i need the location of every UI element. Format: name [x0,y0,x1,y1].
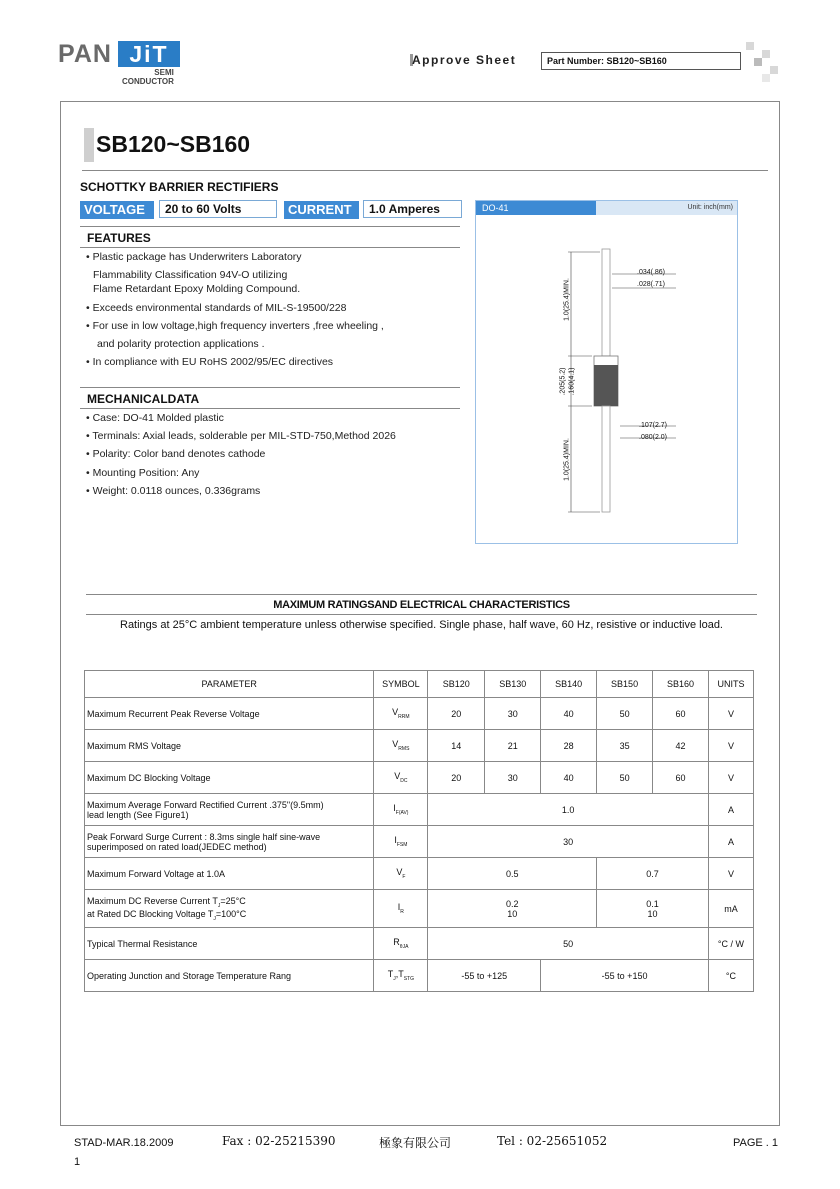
decor-square [770,66,778,74]
param-text: =100°C [215,908,247,919]
value-cell: 21 [485,730,541,762]
footer-company: 極象有限公司 [379,1136,452,1150]
table-row [85,890,754,928]
unit-cell: V [708,762,753,794]
decor-square [746,42,754,50]
value-cell: 50 [428,928,709,960]
header-cell: SB160 [653,671,709,698]
param-cell: Typical Thermal Resistance [85,928,374,960]
table-row [85,698,754,730]
header-cell: SB140 [541,671,597,698]
features-heading: FEATURES [87,231,151,245]
mech-item: • Mounting Position: Any [86,467,200,479]
ratings-title: MAXIMUM RATINGSAND ELECTRICAL CHARACTERISTICS [273,599,570,611]
symbol-main: I [397,902,401,913]
mech-item: • Case: DO-41 Molded plastic [86,412,224,424]
unit-cell: V [708,730,753,762]
value-line: 10 [647,908,658,919]
dim-lead-len-top: 1.0(25.4)MIN. [563,278,571,321]
symbol-main: V [396,867,403,878]
ratings-note: Ratings at 25°C ambient temperature unless otherwise specified. Single phase, half wave, 60 Hz, resistive or inductive load. [120,619,723,631]
unit-cell: A [708,826,753,858]
logo-semi-text: SEMI [154,68,174,77]
symbol-sub: J [393,975,396,982]
symbol-cell [374,890,428,928]
dim-lead-dia-min: .028(.71) [637,281,666,288]
value-cell: 0.5 [428,858,597,890]
title-accent [84,128,94,162]
symbol-cell [374,762,428,794]
param-text: Maximum DC Reverse Current T [87,895,218,906]
feature-item: • For use in low voltage,high frequency inverters ,free wheeling , [86,320,384,332]
feature-item: Flammability Classification 94V-O utilizing [93,269,288,281]
param-cell: Operating Junction and Storage Temperature Rang [85,960,374,992]
symbol-cell [374,858,428,890]
symbol-cell [374,960,428,992]
footer-stad: STAD-MAR.18.2009 [74,1137,174,1149]
logo-jit-text: JiT [118,41,180,67]
param-text: =25°C [220,895,246,906]
dim-lead-len-bottom: 1.0(25.4)MIN. [563,438,571,481]
logo-pan-text: PAN [58,40,112,68]
symbol-sub: RRM [398,713,410,720]
symbol-main: ,T [395,969,404,980]
dim-body-dia-max: .107(2.7) [639,422,668,429]
param-line: superimposed on rated load(JEDEC method) [87,841,267,852]
footer-tel: Tel : 02-25651052 [497,1134,608,1148]
symbol-sub: DC [400,777,408,784]
header-cell: SB120 [428,671,485,698]
symbol-cell [374,794,428,826]
value-cell: 30 [485,698,541,730]
ratings-bottom-rule [86,614,757,615]
value-cell: 14 [428,730,485,762]
header-cell: SB130 [485,671,541,698]
symbol-sub: RMS [398,745,410,752]
unit-cell: mA [708,890,753,928]
symbol-cell [374,698,428,730]
value-cell: 50 [597,698,653,730]
header-cell: SB150 [597,671,653,698]
dim-body-len-max: .205(5.2) [559,367,567,396]
param-cell: Maximum RMS Voltage [85,730,374,762]
symbol-sub: F(AV) [395,809,409,816]
symbol-main: I [394,835,397,846]
value-cell: 30 [485,762,541,794]
param-text: at Rated DC Blocking Voltage T [87,908,214,919]
symbol-sub: R [400,908,404,915]
mech-heading: MECHANICALDATA [87,392,200,406]
part-number-box: Part Number: SB120~SB160 [541,52,741,70]
param-line: Peak Forward Surge Current : 8.3ms single half sine-wave [87,831,321,842]
value-cell: 20 [428,698,485,730]
value-line: 0.1 [646,898,659,909]
logo-conductor-text: CONDUCTOR [122,77,174,86]
page-title: SB120~SB160 [96,131,251,157]
param-cell [85,890,374,928]
param-sub: J [213,915,216,922]
feature-item: • Plastic package has Underwriters Laboratory [86,251,302,263]
symbol-main: R [393,937,400,948]
table-row [85,928,754,960]
param-line [87,896,371,909]
symbol-main: V [392,739,399,750]
feature-item: • In compliance with EU RoHS 2002/95/EC directives [86,356,334,368]
symbol-sub: STG [403,975,414,982]
value-cell: 28 [541,730,597,762]
value-cell: 0.7 [597,858,709,890]
current-label: CURRENT [284,201,359,219]
value-cell: 42 [653,730,709,762]
value-cell [597,890,709,928]
diode-outline-drawing [476,216,737,543]
unit-cell: V [708,698,753,730]
param-cell [85,826,374,858]
table-row [85,960,754,992]
unit-cell: A [708,794,753,826]
ratings-top-rule [86,594,757,595]
decor-square [762,74,770,82]
current-value: 1.0 Amperes [363,200,462,218]
param-cell: Maximum DC Blocking Voltage [85,762,374,794]
value-cell: 50 [597,762,653,794]
table-row [85,858,754,890]
dim-body-len-min: .160(4.1) [568,367,576,396]
logo-semiconductor [122,68,174,86]
mech-bottom-rule [80,408,460,409]
value-line: 0.2 [505,898,519,909]
mech-item: • Weight: 0.0118 ounces, 0.336grams [86,485,261,497]
feature-item: and polarity protection applications . [97,338,265,350]
symbol-main: V [392,707,399,718]
value-cell: 60 [653,698,709,730]
unit-cell: V [708,858,753,890]
value-cell: 60 [653,762,709,794]
features-bottom-rule [80,247,460,248]
feature-item: Flame Retardant Epoxy Molding Compound. [93,283,301,295]
param-cell: Maximum Recurrent Peak Reverse Voltage [85,698,374,730]
header-cell: SYMBOL [374,671,428,698]
package-name: DO-41 [476,201,596,215]
param-line: lead length (See Figure1) [87,809,189,820]
dim-body-dia-min: .080(2.0) [639,434,668,441]
features-top-rule [80,226,460,227]
value-cell: 35 [597,730,653,762]
value-cell: 40 [541,762,597,794]
table-row [85,762,754,794]
param-line: Maximum Average Forward Rectified Current .375"(9.5mm) [87,799,324,810]
value-cell [428,890,597,928]
product-subtitle: SCHOTTKY BARRIER RECTIFIERS [80,180,279,194]
value-cell: 20 [428,762,485,794]
symbol-sub: θJA [399,943,409,950]
value-cell: -55 to +125 [428,960,541,992]
footer-page: PAGE . 1 [733,1137,779,1149]
symbol-main: I [393,803,396,814]
symbol-sub: F [402,873,406,880]
param-line [87,909,371,922]
package-unit: Unit: inch(mm) [596,201,737,215]
mech-item: • Polarity: Color band denotes cathode [86,448,266,460]
voltage-value: 20 to 60 Volts [159,200,277,218]
value-line: 10 [507,908,518,919]
approve-sheet-label: Approve Sheet [412,53,517,67]
footer-fax: Fax : 02-25215390 [222,1134,336,1148]
param-sub: J [217,902,221,909]
decor-square [754,58,762,66]
value-cell: 40 [541,698,597,730]
value-cell: 30 [428,826,709,858]
table-row [85,730,754,762]
feature-item: • Exceeds environmental standards of MIL-S-19500/228 [86,302,347,314]
mech-item: • Terminals: Axial leads, solderable per MIL-STD-750,Method 2026 [86,430,396,442]
symbol-sub: FSM [396,841,408,848]
table-row [85,794,754,826]
symbol-main: V [394,771,401,782]
symbol-cell [374,826,428,858]
footer-page-number: 1 [74,1156,81,1168]
title-divider [82,170,768,171]
param-cell [85,794,374,826]
unit-cell: °C / W [708,928,753,960]
header-cell: UNITS [708,671,753,698]
decor-square [762,50,770,58]
dim-lead-dia-max: .034(.86) [637,269,666,276]
unit-cell: °C [708,960,753,992]
param-cell: Maximum Forward Voltage at 1.0A [85,858,374,890]
value-cell: -55 to +150 [541,960,709,992]
header-cell: PARAMETER [85,671,374,698]
mech-top-rule [80,387,460,388]
voltage-label: VOLTAGE [80,201,154,219]
ratings-table [84,670,754,992]
symbol-cell [374,928,428,960]
symbol-cell [374,730,428,762]
symbol-main: T [387,969,394,980]
table-row [85,826,754,858]
table-header-row [85,671,754,698]
value-cell: 1.0 [428,794,709,826]
